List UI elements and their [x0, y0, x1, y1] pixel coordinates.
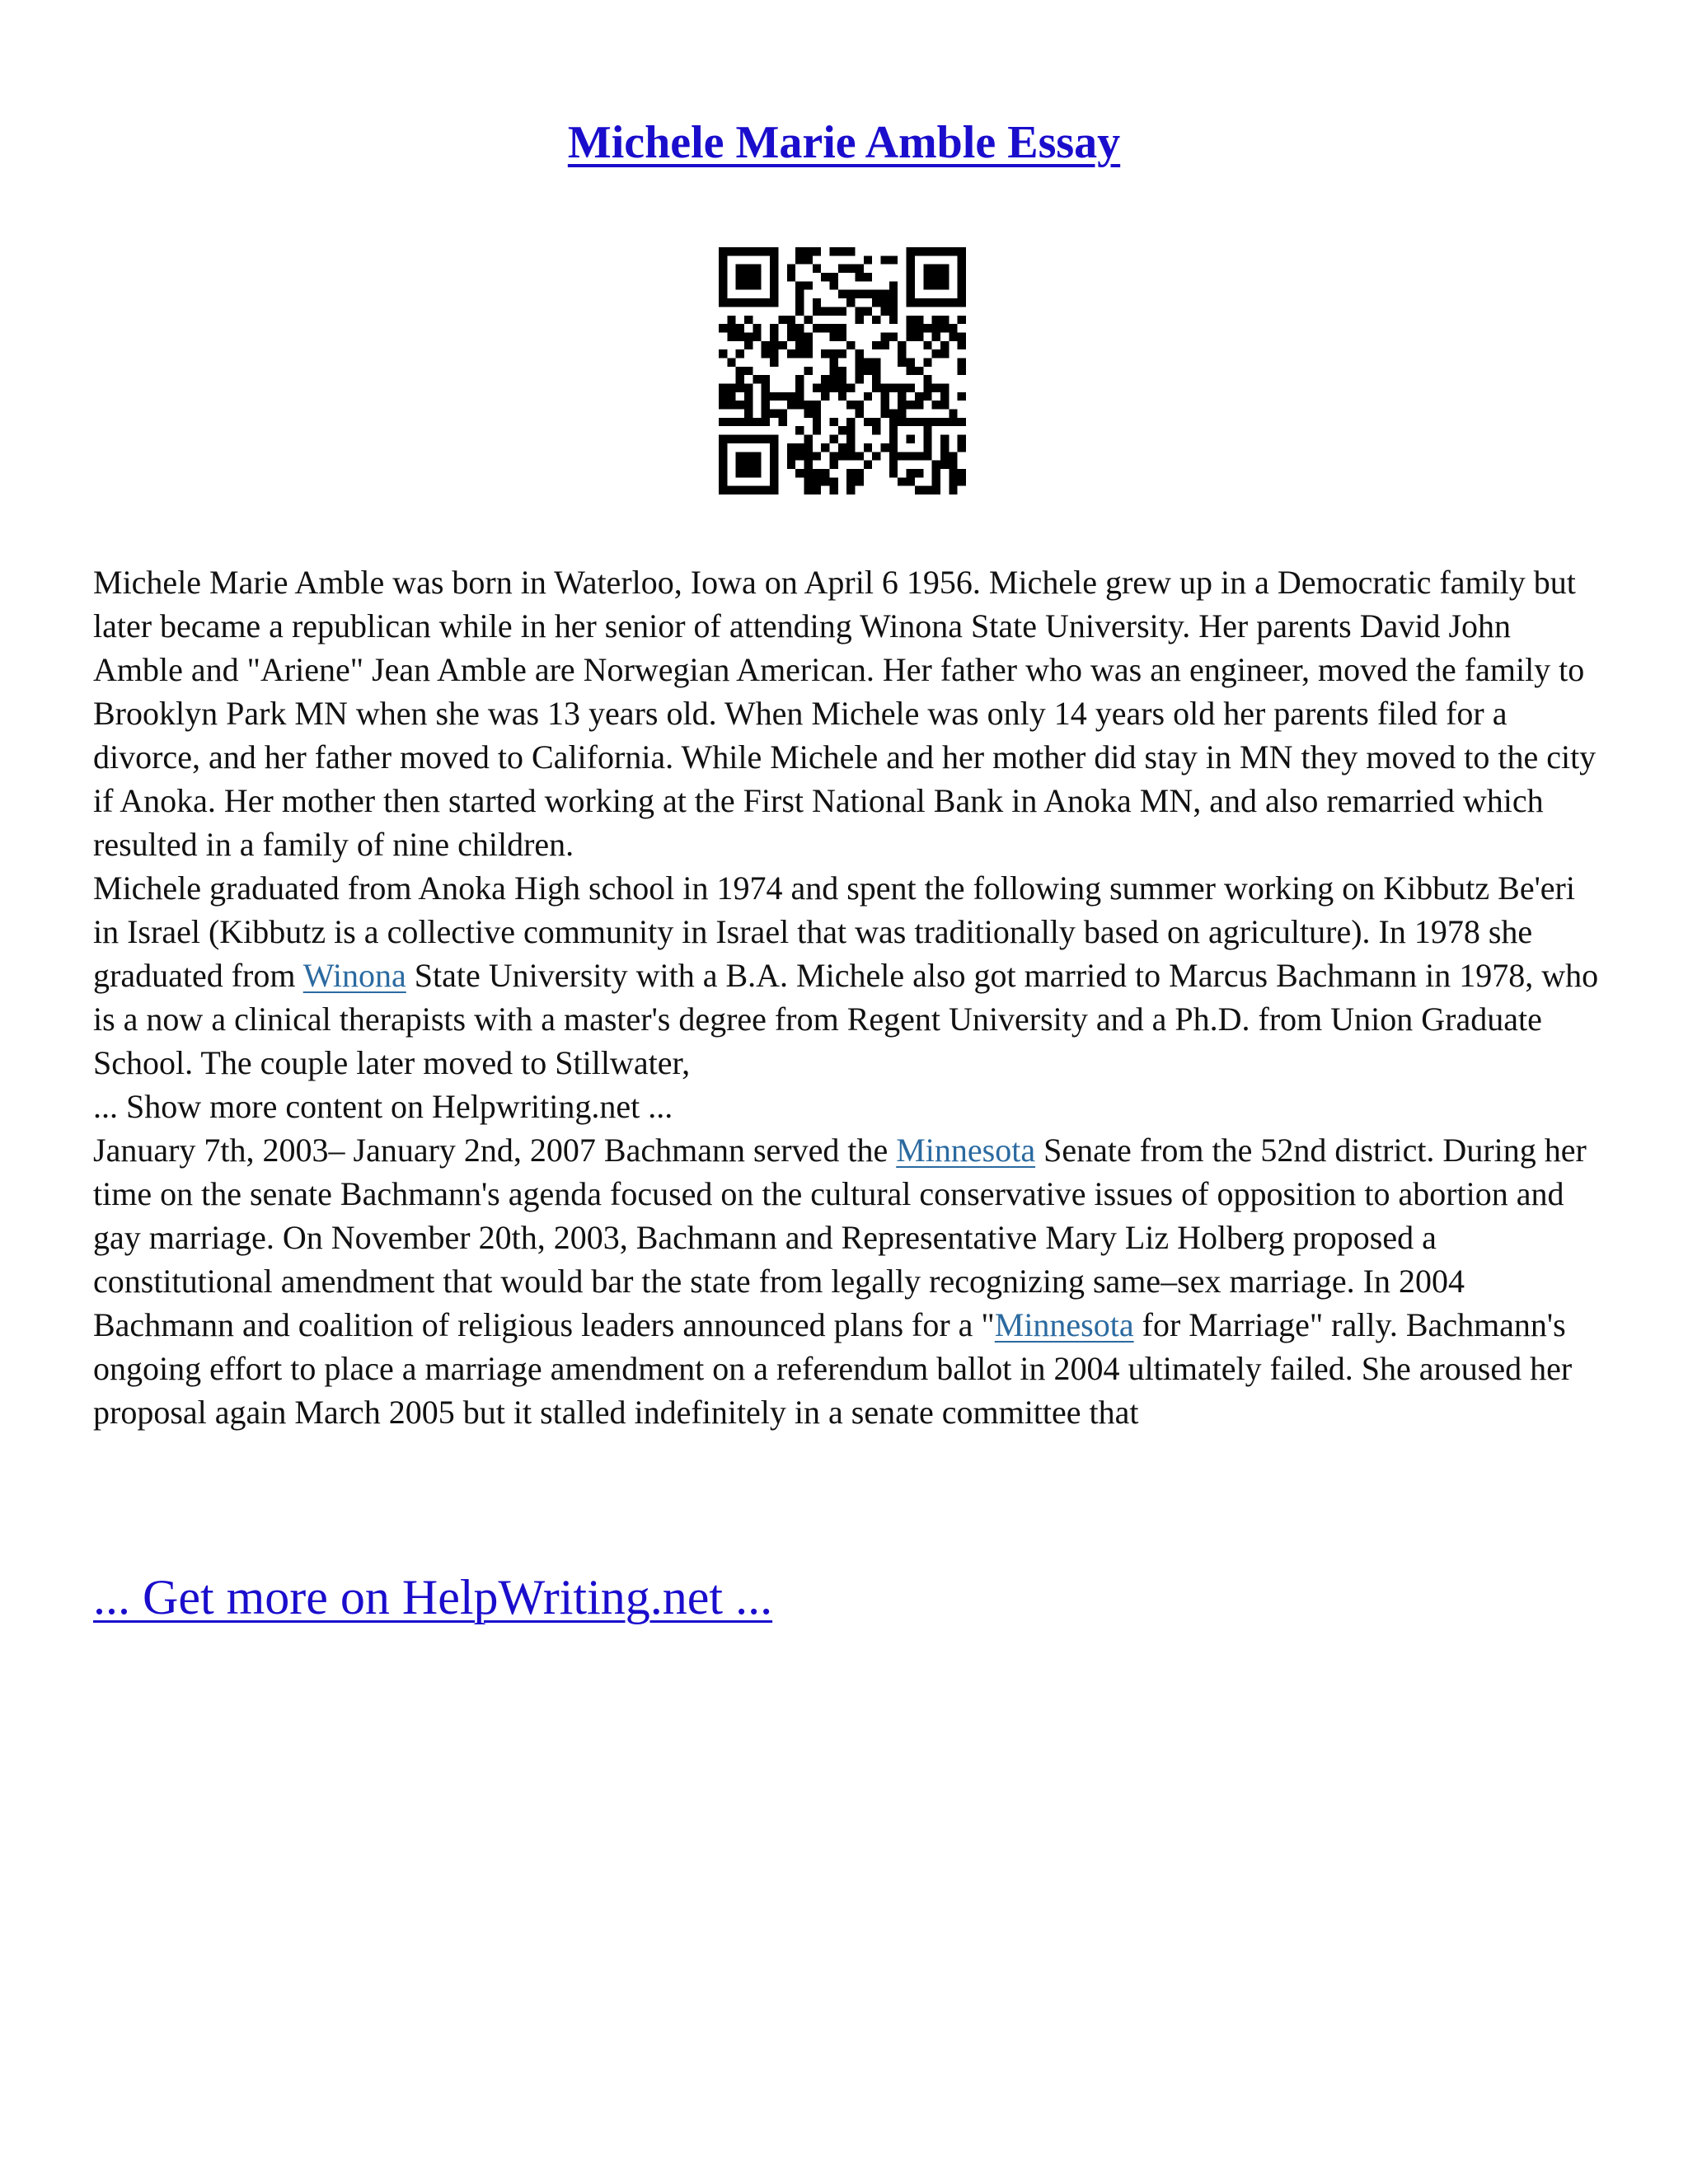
paragraph-2 — [93, 866, 1601, 1085]
paragraph-2-text-b: State University with a B.A. Michele also got married to Marcus Bachmann in 1978, who is a now a clinical therapists with a master's degree from Regent University and a Ph.D. from Union Graduate School. The couple later moved to Stillwater, — [93, 957, 1599, 1081]
show-more-line: ... Show more content on Helpwriting.net ... — [93, 1088, 673, 1125]
paragraph-3-text-b: Senate from the 52nd district. During her time on the senate Bachmann's agenda focused on the cultural conservative issues of opposition to abortion and gay marriage. On November 20th, 2003, Bachmann and Representative Mary Liz Holberg proposed a constitutional amendment that would bar the state from legally recognizing same–sex marriage. In 2004 Bachmann and coalition of religious leaders announced plans for a " — [93, 1132, 1587, 1343]
page-title — [0, 114, 1688, 171]
paragraph-1: Michele Marie Amble was born in Waterloo, Iowa on April 6 1956. Michele grew up in a Democratic family but later became a republican while in her senior of attending Winona State University. Her parents David John Amble and "Ariene" Jean Amble are Norwegian American. Her father who was an engineer, moved the family to Brooklyn Park MN when she was 13 years old. When Michele was only 14 years old her parents filed for a divorce, and her father moved to California. While Michele and her mother did stay in MN they moved to the city if Anoka. Her mother then started working at the First National Bank in Anoka MN, and also remarried which resulted in a family of nine children. — [93, 564, 1597, 863]
paragraph-3-text-a: January 7th, 2003– January 2nd, 2007 Bachmann served the — [93, 1132, 897, 1169]
link-minnesota-2[interactable]: Minnesota — [994, 1306, 1134, 1343]
qr-code-icon — [719, 247, 966, 494]
paragraph-2-text-a: Michele graduated from Anoka High school in 1974 and spent the following summer working on Kibbutz Be'eri in Israel (Kibbutz is a collective community in Israel that was traditionally based on agriculture). In 1978 she graduated from — [93, 869, 1575, 994]
get-more-line — [93, 1566, 772, 1629]
link-winona[interactable]: Winona — [302, 957, 406, 994]
paragraph-3-text-c: for Marriage" rally. Bachmann's ongoing effort to place a marriage amendment on a referendum ballot in 2004 ultimately failed. She aroused her proposal again March 2005 but it stalled indefinitely in a senate committee that — [93, 1306, 1573, 1431]
paragraph-3 — [93, 1128, 1601, 1434]
link-minnesota-1[interactable]: Minnesota — [896, 1132, 1036, 1169]
essay-body — [93, 560, 1601, 1434]
get-more-link[interactable]: ... Get more on HelpWriting.net ... — [93, 1570, 773, 1624]
title-link[interactable]: Michele Marie Amble Essay — [567, 117, 1121, 168]
